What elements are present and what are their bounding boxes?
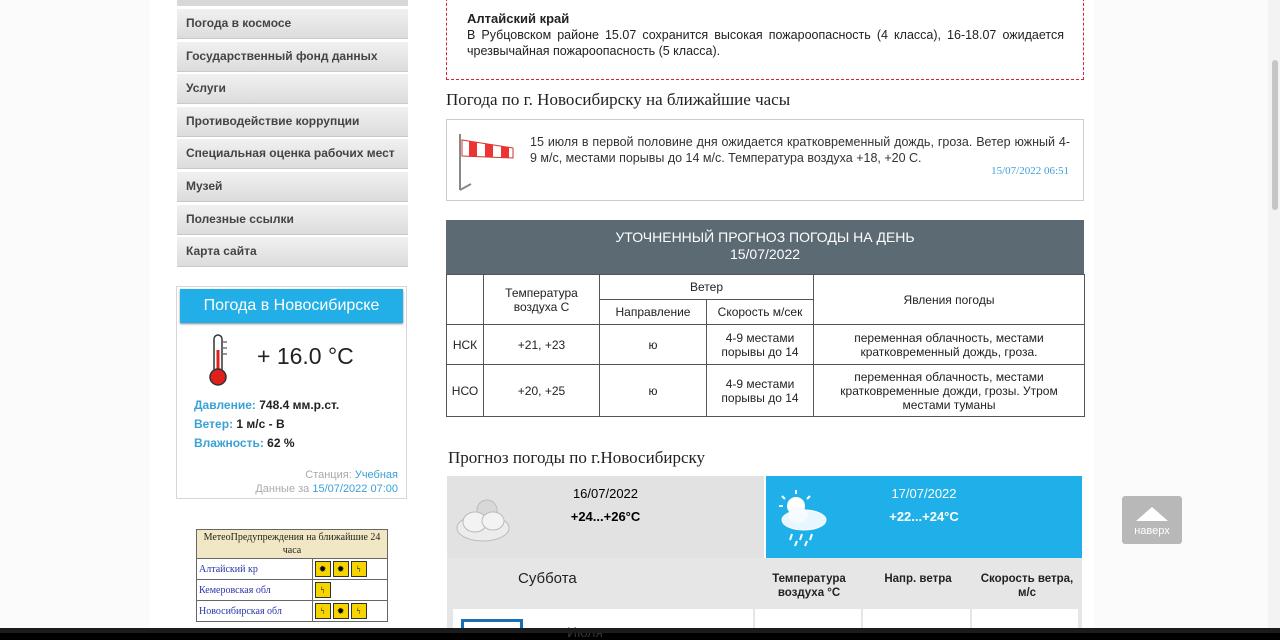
station-value[interactable]: Учебная [354,469,398,481]
table-row [447,325,1085,365]
data-time-row [255,483,398,495]
fire-warning-icon[interactable]: ✹ [315,561,331,577]
warning-icons [312,559,387,580]
pressure-row [194,398,339,412]
fire-alert-text: В Рубцовском районе 15.07 сохранится высокая пожароопасность (4 класса), 16-18.07 ожидается чрезвычайная пожароопасность (5 класса). [467,28,1064,58]
row-temp: +20, +25 [484,365,600,417]
column-header-temp: Температура воздуха С [484,275,600,325]
fire-warning-icon[interactable]: ✹ [333,603,349,619]
row-direction: ю [600,365,707,417]
lightning-warning-icon[interactable]: ϟ [351,603,367,619]
column-header-direction: Направление [600,300,707,325]
meteo-warnings-table [196,529,388,622]
nearest-hours-title: Погода по г. Новосибирску на ближайшие часы [446,90,791,109]
detail-header-temp: Температура воздуха °С [772,573,846,599]
warning-icons [312,601,387,622]
warning-region[interactable]: Новосибирская обл [197,601,313,622]
fire-alert-region: Алтайский край [467,11,570,26]
table-corner [447,275,484,325]
nearest-hours-box [446,119,1084,201]
sidebar-item-data-fund[interactable]: Государственный фонд данных [177,42,408,72]
row-code: НСК [447,325,484,365]
forecast-day-temp: +22...+24°C [889,509,959,524]
station-row [305,469,398,481]
data-label: Данные за [255,483,310,495]
day-forecast-title: УТОЧНЕННЫЙ ПРОГНОЗ ПОГОДЫ НА ДЕНЬ [615,229,915,245]
row-speed: 4-9 местами порывы до 14 [707,365,814,417]
forecast-day-card[interactable] [447,476,764,558]
row-temp: +21, +23 [484,325,600,365]
day-forecast-table [446,274,1085,417]
row-code: НСО [447,365,484,417]
pressure-value: 748.4 мм.р.ст. [259,398,340,412]
nearest-hours-date: 15/07/2022 06:51 [991,165,1069,177]
table-row [447,365,1085,417]
day-forecast-date: 15/07/2022 [729,246,801,262]
lightning-warning-icon[interactable]: ϟ [315,582,331,598]
detail-header-wind-speed: Скорость ветра, м/с [980,573,1074,599]
column-header-phenomena: Явления погоды [814,275,1085,325]
humidity-label: Влажность: [194,436,264,450]
sidebar-item-sitemap[interactable]: Карта сайта [177,237,408,267]
current-temperature: + 16.0 °С [257,343,354,369]
fire-alert-box [446,0,1084,80]
sidebar-item-services[interactable]: Услуги [177,74,408,104]
wind-label: Ветер: [194,417,234,431]
sidebar-menu [177,0,408,270]
scroll-to-top-button[interactable] [1122,496,1182,544]
nearest-hours-text: 15 июля в первой половине дня ожидается кратковременный дождь, гроза. Ветер южный 4-9 м/с, местами порывы до 14 м/с. Температура воздуха +18, +20 С. [530,135,1070,165]
warning-region[interactable]: Алтайский кр [197,559,313,580]
forecast-day-date: 17/07/2022 [891,486,957,501]
fire-warning-icon[interactable]: ✹ [333,561,349,577]
forecast-day-temp: +24...+26°C [570,509,641,524]
sidebar-item-useful-links[interactable]: Полезные ссылки [177,205,408,235]
warning-icons [312,580,387,601]
sidebar-item-anticorruption[interactable]: Противодействие коррупции [177,107,408,137]
row-phenomena: переменная облачность, местами кратковременные дожди, грозы. Утром местами туманы [814,365,1085,417]
column-header-wind: Ветер [600,275,814,300]
data-time-value: 15/07/2022 07:00 [312,483,398,495]
column-header-speed: Скорость м/сек [707,300,814,325]
forecast-day-card-active[interactable] [766,476,1082,558]
thermometer-icon [203,332,233,387]
arrow-up-icon [1136,507,1168,521]
sidebar-item-museum[interactable]: Музей [177,172,408,202]
forecast-weekday: Суббота [518,570,577,587]
pressure-label: Давление: [194,398,256,412]
row-speed: 4-9 местами порывы до 14 [707,325,814,365]
warning-region[interactable]: Кемеровская обл [197,580,313,601]
day-forecast-header [446,220,1084,274]
detail-header-wind-dir: Напр. ветра [884,573,952,585]
row-phenomena: переменная облачность, местами кратковременный дождь, гроза. [814,325,1085,365]
bottom-edge [0,628,1280,633]
scrollbar-thumb[interactable] [1272,60,1278,210]
lightning-warning-icon[interactable]: ϟ [315,603,331,619]
lightning-warning-icon[interactable]: ϟ [351,561,367,577]
wind-row [194,417,285,431]
warnings-header: МетеоПредупреждения на ближайшие 24 часа [197,530,388,559]
page-scrollbar[interactable] [1268,0,1280,633]
sidebar-item-workplace-assessment[interactable]: Специальная оценка рабочих мест [177,139,408,169]
sidebar-item-space-weather[interactable]: Погода в космосе [177,9,408,39]
humidity-row [194,436,295,450]
menu-top-edge [177,0,408,6]
windsock-icon [457,130,517,192]
current-weather-widget [176,286,407,499]
forecast-day-date: 16/07/2022 [572,486,639,501]
widget-title[interactable]: Погода в Новосибирске [180,289,403,323]
wind-value: 1 м/с - В [236,417,285,431]
humidity-value: 62 % [267,436,295,450]
forecast-title: Прогноз погоды по г.Новосибирску [448,448,706,467]
row-direction: ю [600,325,707,365]
forecast-day-detail [447,558,1082,633]
station-label: Станция: [305,469,352,481]
scroll-to-top-label: наверх [1134,525,1170,537]
